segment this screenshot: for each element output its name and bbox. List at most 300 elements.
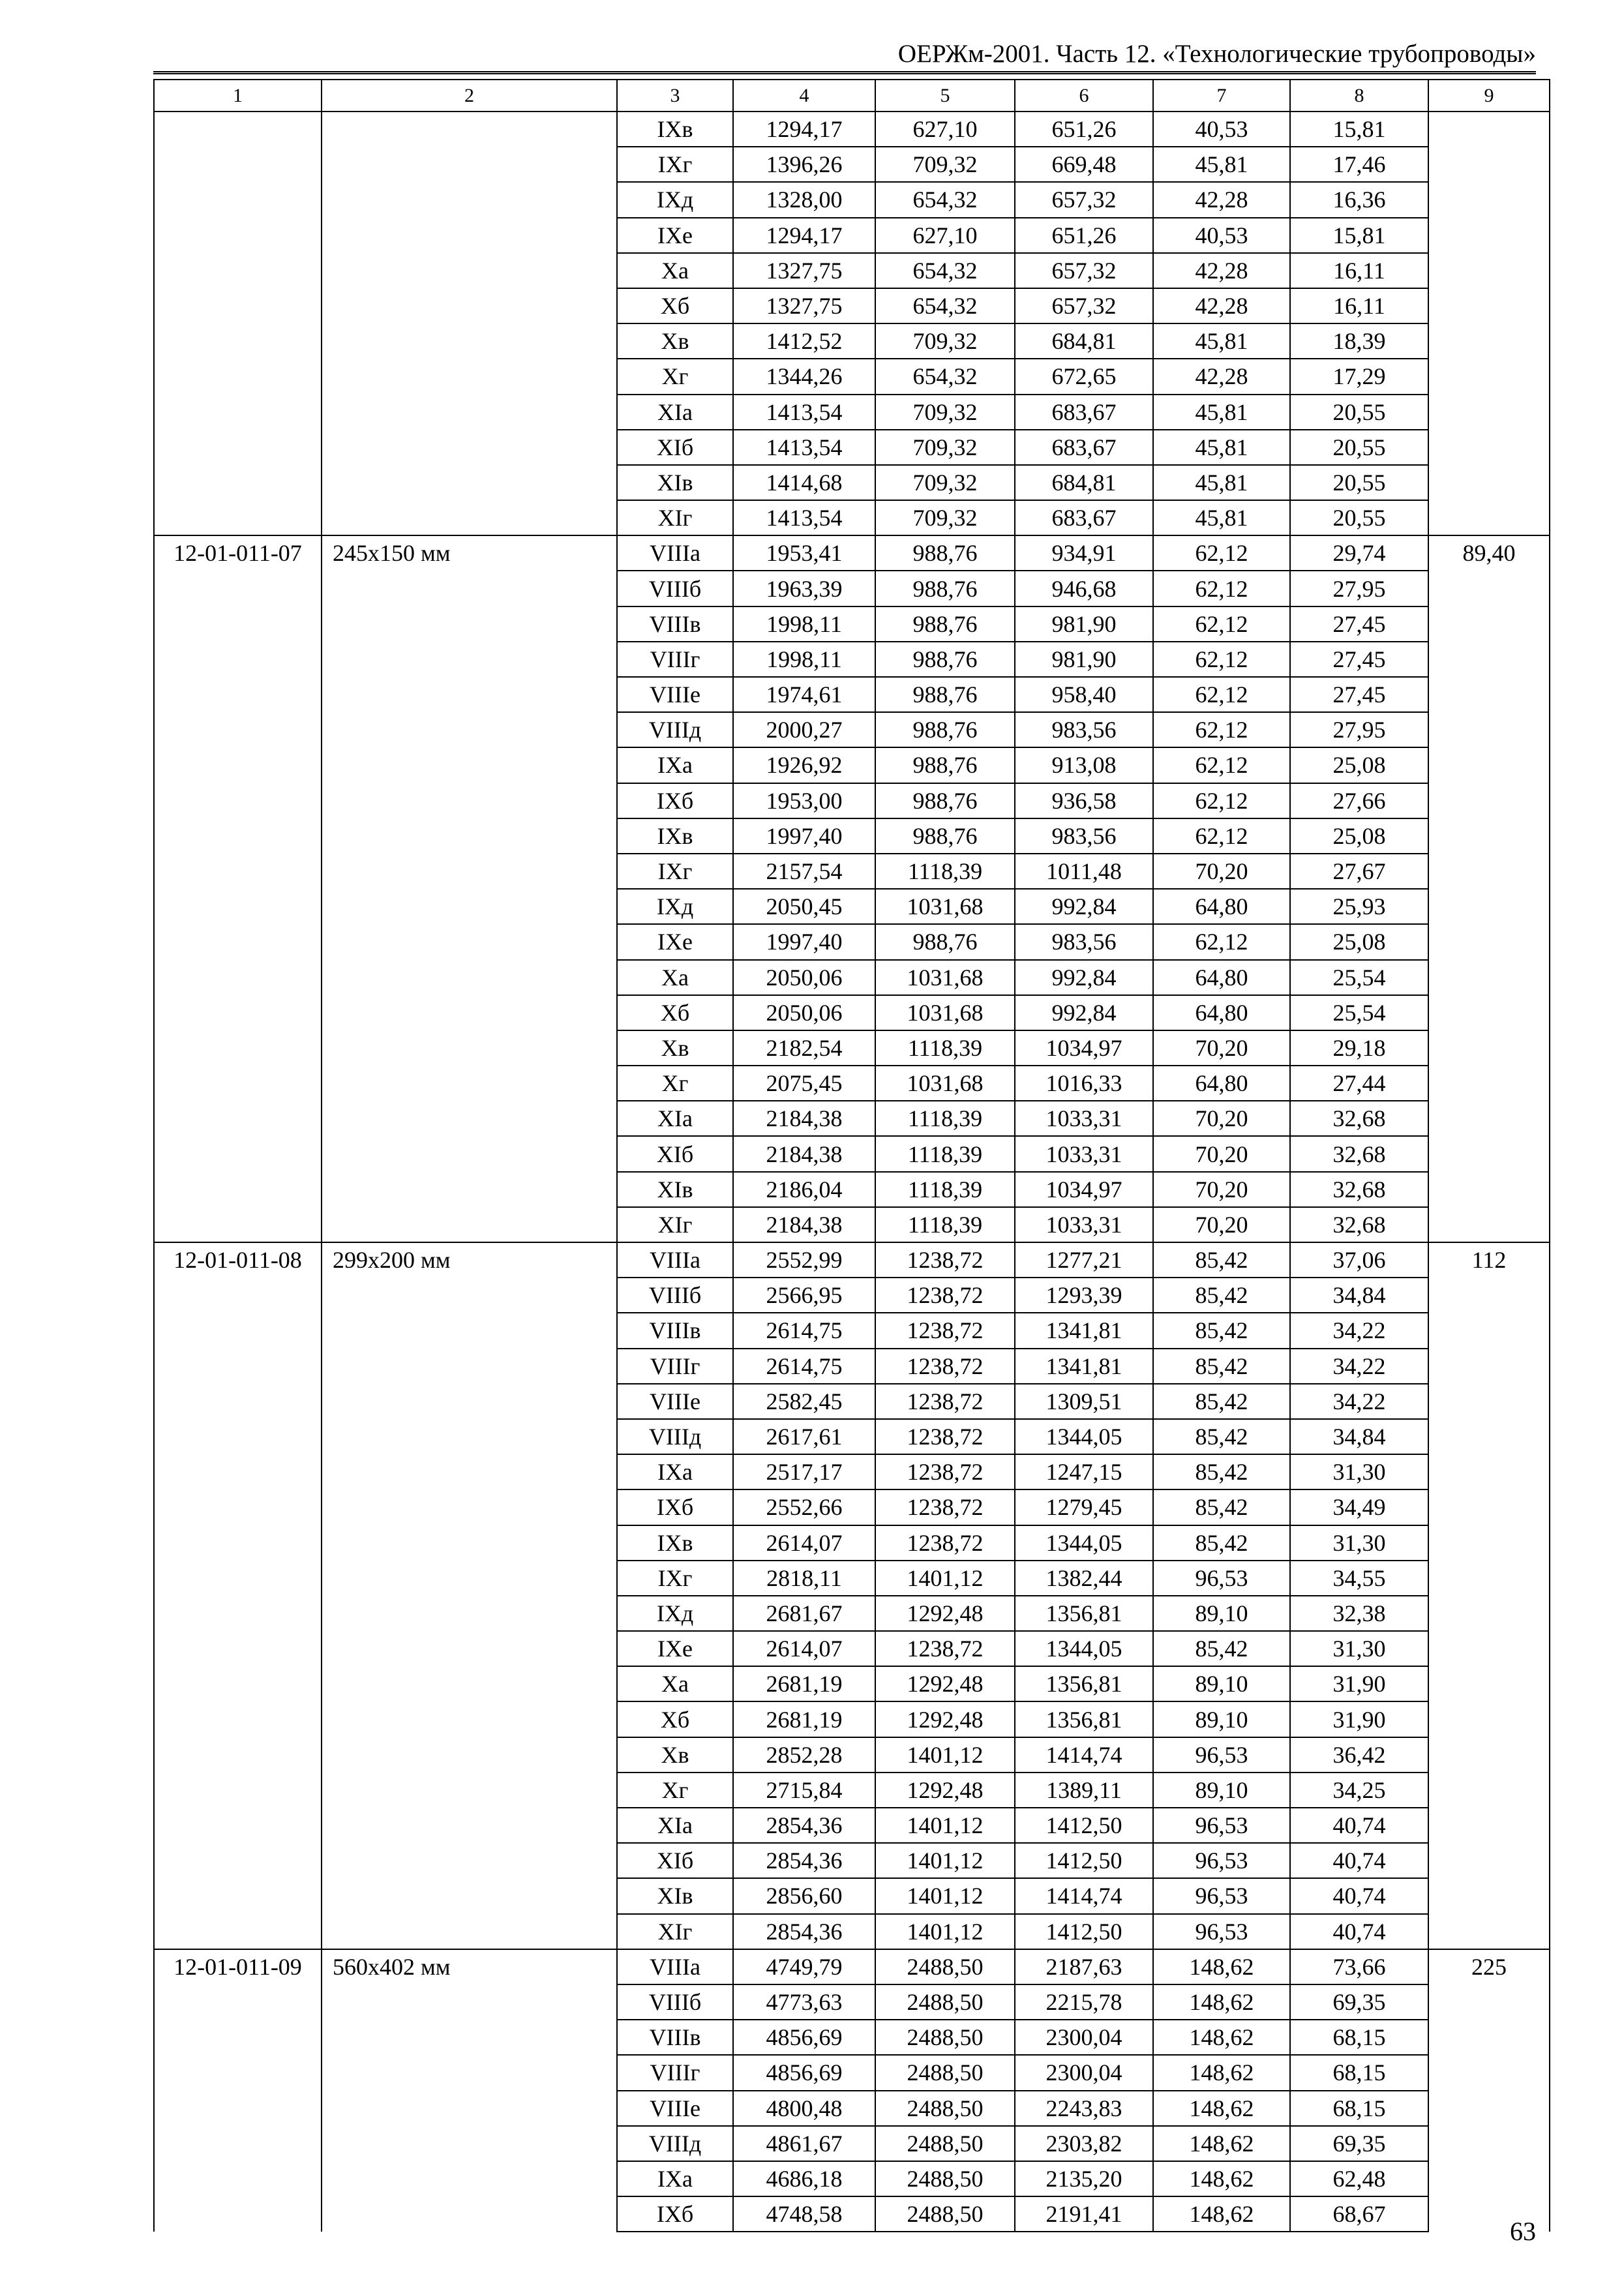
col8-cell: 40,74	[1290, 1914, 1428, 1949]
col8-cell: 62,48	[1290, 2161, 1428, 2196]
col5-cell: 988,76	[875, 677, 1015, 712]
col4-cell: 2184,38	[733, 1136, 875, 1171]
col5-cell: 1401,12	[875, 1561, 1015, 1596]
col6-cell: 2215,78	[1015, 1984, 1153, 2020]
col6-cell: 657,32	[1015, 288, 1153, 323]
col5-cell: 2488,50	[875, 1949, 1015, 1984]
grade-cell: Xв	[617, 323, 733, 359]
col4-cell: 1953,41	[733, 535, 875, 571]
grade-cell: VIIIв	[617, 606, 733, 642]
col6-cell: 983,56	[1015, 712, 1153, 747]
col8-cell: 34,22	[1290, 1384, 1428, 1419]
col6-cell: 1034,97	[1015, 1172, 1153, 1207]
col4-cell: 1327,75	[733, 288, 875, 323]
column-number-1: 1	[154, 80, 322, 112]
col8-cell: 27,95	[1290, 571, 1428, 606]
duct-size-cell: 560x402 мм	[322, 1949, 617, 2232]
col7-cell: 45,81	[1153, 430, 1290, 465]
col8-cell: 16,36	[1290, 182, 1428, 217]
col7-cell: 62,12	[1153, 783, 1290, 818]
col4-cell: 1997,40	[733, 924, 875, 959]
col5-cell: 988,76	[875, 712, 1015, 747]
col5-cell: 1238,72	[875, 1278, 1015, 1313]
grade-cell: VIIIб	[617, 1984, 733, 2020]
col6-cell: 1356,81	[1015, 1596, 1153, 1631]
col4-cell: 1953,00	[733, 783, 875, 818]
col4-cell: 2050,06	[733, 995, 875, 1030]
col7-cell: 148,62	[1153, 1949, 1290, 1984]
col4-cell: 2050,45	[733, 889, 875, 924]
col8-cell: 20,55	[1290, 430, 1428, 465]
col7-cell: 96,53	[1153, 1737, 1290, 1773]
col5-cell: 988,76	[875, 535, 1015, 571]
col4-cell: 2614,75	[733, 1349, 875, 1384]
grade-cell: VIIIе	[617, 1384, 733, 1419]
col4-cell: 2818,11	[733, 1561, 875, 1596]
col7-cell: 42,28	[1153, 359, 1290, 394]
col6-cell: 2187,63	[1015, 1949, 1153, 1984]
col5-cell: 1118,39	[875, 1136, 1015, 1171]
col5-cell: 627,10	[875, 218, 1015, 253]
grade-cell: XIа	[617, 1101, 733, 1136]
col4-cell: 2184,38	[733, 1207, 875, 1242]
col8-cell: 27,45	[1290, 677, 1428, 712]
col5-cell: 709,32	[875, 430, 1015, 465]
col7-cell: 148,62	[1153, 2055, 1290, 2090]
col4-cell: 2182,54	[733, 1030, 875, 1066]
grade-cell: IXг	[617, 1561, 733, 1596]
col5-cell: 1401,12	[875, 1737, 1015, 1773]
col8-cell: 32,68	[1290, 1207, 1428, 1242]
col7-cell: 45,81	[1153, 500, 1290, 535]
col5-cell: 627,10	[875, 112, 1015, 147]
grade-cell: XIб	[617, 1843, 733, 1878]
col5-cell: 1118,39	[875, 1172, 1015, 1207]
col4-cell: 4861,67	[733, 2126, 875, 2161]
col4-cell: 1413,54	[733, 430, 875, 465]
col6-cell: 1344,05	[1015, 1631, 1153, 1666]
col6-cell: 1412,50	[1015, 1843, 1153, 1878]
col8-cell: 31,30	[1290, 1454, 1428, 1489]
col7-cell: 70,20	[1153, 1172, 1290, 1207]
grade-cell: IXе	[617, 1631, 733, 1666]
col7-cell: 45,81	[1153, 323, 1290, 359]
grade-cell: IXд	[617, 182, 733, 217]
col5-cell: 1118,39	[875, 1207, 1015, 1242]
col8-cell: 20,55	[1290, 465, 1428, 500]
grade-cell: XIб	[617, 430, 733, 465]
col7-cell: 85,42	[1153, 1384, 1290, 1419]
col6-cell: 1389,11	[1015, 1773, 1153, 1808]
col7-cell: 70,20	[1153, 854, 1290, 889]
col5-cell: 2488,50	[875, 2126, 1015, 2161]
col8-cell: 25,08	[1290, 818, 1428, 854]
grade-cell: VIIIг	[617, 642, 733, 677]
grade-cell: XIг	[617, 1914, 733, 1949]
page-number: 63	[1510, 2217, 1536, 2246]
col4-cell: 1396,26	[733, 147, 875, 182]
col6-cell: 683,67	[1015, 395, 1153, 430]
col5-cell: 1238,72	[875, 1489, 1015, 1525]
position-code-cell	[154, 112, 322, 535]
col6-cell: 983,56	[1015, 818, 1153, 854]
rates-table	[153, 79, 1550, 2232]
col9-cell	[1428, 112, 1550, 535]
column-number-6: 6	[1015, 80, 1153, 112]
grade-cell: VIIIв	[617, 2020, 733, 2055]
col6-cell: 1382,44	[1015, 1561, 1153, 1596]
col5-cell: 1401,12	[875, 1808, 1015, 1843]
col8-cell: 27,45	[1290, 642, 1428, 677]
col7-cell: 85,42	[1153, 1419, 1290, 1454]
grade-cell: IXа	[617, 2161, 733, 2196]
col5-cell: 709,32	[875, 395, 1015, 430]
column-number-9: 9	[1428, 80, 1550, 112]
col4-cell: 1997,40	[733, 818, 875, 854]
col6-cell: 657,32	[1015, 182, 1153, 217]
col5-cell: 1031,68	[875, 960, 1015, 995]
col7-cell: 62,12	[1153, 571, 1290, 606]
col4-cell: 2552,66	[733, 1489, 875, 1525]
col4-cell: 1412,52	[733, 323, 875, 359]
col8-cell: 34,22	[1290, 1313, 1428, 1348]
col5-cell: 1238,72	[875, 1419, 1015, 1454]
col6-cell: 1344,05	[1015, 1419, 1153, 1454]
grade-cell: XIг	[617, 1207, 733, 1242]
col4-cell: 2186,04	[733, 1172, 875, 1207]
col5-cell: 1118,39	[875, 854, 1015, 889]
col8-cell: 68,15	[1290, 2055, 1428, 2090]
col4-cell: 2856,60	[733, 1878, 875, 1913]
col4-cell: 4686,18	[733, 2161, 875, 2196]
grade-cell: VIIIд	[617, 1419, 733, 1454]
col8-cell: 40,74	[1290, 1808, 1428, 1843]
col7-cell: 85,42	[1153, 1242, 1290, 1278]
grade-cell: Xа	[617, 960, 733, 995]
col8-cell: 25,54	[1290, 960, 1428, 995]
col7-cell: 62,12	[1153, 606, 1290, 642]
col6-cell: 992,84	[1015, 960, 1153, 995]
col6-cell: 1279,45	[1015, 1489, 1153, 1525]
col4-cell: 2157,54	[733, 854, 875, 889]
col8-cell: 27,66	[1290, 783, 1428, 818]
col5-cell: 1401,12	[875, 1914, 1015, 1949]
grade-cell: IXг	[617, 854, 733, 889]
col6-cell: 657,32	[1015, 253, 1153, 288]
col6-cell: 672,65	[1015, 359, 1153, 394]
grade-cell: IXв	[617, 112, 733, 147]
col8-cell: 27,95	[1290, 712, 1428, 747]
col6-cell: 1309,51	[1015, 1384, 1153, 1419]
grade-cell: VIIIб	[617, 1278, 733, 1313]
col5-cell: 709,32	[875, 500, 1015, 535]
col5-cell: 709,32	[875, 465, 1015, 500]
col6-cell: 683,67	[1015, 430, 1153, 465]
col7-cell: 85,42	[1153, 1489, 1290, 1525]
grade-cell: VIIIд	[617, 2126, 733, 2161]
col6-cell: 1293,39	[1015, 1278, 1153, 1313]
col4-cell: 1963,39	[733, 571, 875, 606]
grade-cell: VIIIе	[617, 2091, 733, 2126]
grade-cell: VIIIе	[617, 677, 733, 712]
table-row	[154, 112, 1550, 147]
col4-cell: 2552,99	[733, 1242, 875, 1278]
col5-cell: 1118,39	[875, 1030, 1015, 1066]
col5-cell: 709,32	[875, 323, 1015, 359]
col4-cell: 4800,48	[733, 2091, 875, 2126]
col4-cell: 1414,68	[733, 465, 875, 500]
col5-cell: 2488,50	[875, 2161, 1015, 2196]
col7-cell: 96,53	[1153, 1843, 1290, 1878]
col7-cell: 85,42	[1153, 1349, 1290, 1384]
document-title: ОЕРЖм-2001. Часть 12. «Технологические трубопроводы»	[897, 40, 1536, 68]
col8-cell: 29,74	[1290, 535, 1428, 571]
col6-cell: 1247,15	[1015, 1454, 1153, 1489]
grade-cell: Xб	[617, 995, 733, 1030]
col6-cell: 936,58	[1015, 783, 1153, 818]
col4-cell: 2614,07	[733, 1525, 875, 1561]
col4-cell: 4773,63	[733, 1984, 875, 2020]
col6-cell: 1033,31	[1015, 1207, 1153, 1242]
col8-cell: 31,30	[1290, 1525, 1428, 1561]
col7-cell: 85,42	[1153, 1454, 1290, 1489]
col5-cell: 654,32	[875, 182, 1015, 217]
col4-cell: 4856,69	[733, 2020, 875, 2055]
col7-cell: 70,20	[1153, 1207, 1290, 1242]
grade-cell: Xв	[617, 1737, 733, 1773]
col5-cell: 1031,68	[875, 1066, 1015, 1101]
col7-cell: 148,62	[1153, 2161, 1290, 2196]
col8-cell: 31,90	[1290, 1666, 1428, 1701]
col6-cell: 1277,21	[1015, 1242, 1153, 1278]
col8-cell: 15,81	[1290, 112, 1428, 147]
column-number-row	[154, 80, 1550, 112]
col8-cell: 34,25	[1290, 1773, 1428, 1808]
col6-cell: 1033,31	[1015, 1101, 1153, 1136]
col7-cell: 85,42	[1153, 1278, 1290, 1313]
col7-cell: 64,80	[1153, 960, 1290, 995]
grade-cell: IXв	[617, 818, 733, 854]
col4-cell: 1327,75	[733, 253, 875, 288]
column-number-5: 5	[875, 80, 1015, 112]
col8-cell: 68,15	[1290, 2020, 1428, 2055]
duct-size-cell	[322, 112, 617, 535]
col8-cell: 20,55	[1290, 395, 1428, 430]
col4-cell: 2854,36	[733, 1914, 875, 1949]
col6-cell: 913,08	[1015, 747, 1153, 783]
col5-cell: 654,32	[875, 253, 1015, 288]
col5-cell: 1118,39	[875, 1101, 1015, 1136]
col8-cell: 27,45	[1290, 606, 1428, 642]
grade-cell: VIIIв	[617, 1313, 733, 1348]
col4-cell: 2681,19	[733, 1701, 875, 1737]
grade-cell: XIв	[617, 465, 733, 500]
col6-cell: 1344,05	[1015, 1525, 1153, 1561]
position-code-cell: 12-01-011-09	[154, 1949, 322, 2232]
table-row	[154, 1242, 1550, 1278]
col7-cell: 148,62	[1153, 1984, 1290, 2020]
col6-cell: 683,67	[1015, 500, 1153, 535]
col8-cell: 31,90	[1290, 1701, 1428, 1737]
col6-cell: 2300,04	[1015, 2020, 1153, 2055]
col5-cell: 1238,72	[875, 1313, 1015, 1348]
col8-cell: 32,68	[1290, 1172, 1428, 1207]
col4-cell: 1413,54	[733, 395, 875, 430]
col6-cell: 669,48	[1015, 147, 1153, 182]
col9-cell: 112	[1428, 1242, 1550, 1949]
col7-cell: 62,12	[1153, 818, 1290, 854]
col7-cell: 96,53	[1153, 1561, 1290, 1596]
col7-cell: 62,12	[1153, 747, 1290, 783]
col7-cell: 62,12	[1153, 924, 1290, 959]
column-number-7: 7	[1153, 80, 1290, 112]
col4-cell: 1344,26	[733, 359, 875, 394]
col4-cell: 2854,36	[733, 1843, 875, 1878]
grade-cell: IXе	[617, 218, 733, 253]
col4-cell: 2517,17	[733, 1454, 875, 1489]
col7-cell: 89,10	[1153, 1596, 1290, 1631]
grade-cell: IXа	[617, 1454, 733, 1489]
col4-cell: 1328,00	[733, 182, 875, 217]
col5-cell: 1238,72	[875, 1349, 1015, 1384]
col5-cell: 1401,12	[875, 1878, 1015, 1913]
col7-cell: 89,10	[1153, 1666, 1290, 1701]
col4-cell: 2854,36	[733, 1808, 875, 1843]
col6-cell: 1356,81	[1015, 1701, 1153, 1737]
col5-cell: 654,32	[875, 359, 1015, 394]
col5-cell: 1401,12	[875, 1843, 1015, 1878]
col4-cell: 1998,11	[733, 606, 875, 642]
col5-cell: 1031,68	[875, 889, 1015, 924]
col6-cell: 946,68	[1015, 571, 1153, 606]
col4-cell: 2715,84	[733, 1773, 875, 1808]
col4-cell: 1294,17	[733, 218, 875, 253]
grade-cell: Xа	[617, 253, 733, 288]
col6-cell: 1412,50	[1015, 1808, 1153, 1843]
col7-cell: 62,12	[1153, 677, 1290, 712]
col8-cell: 25,93	[1290, 889, 1428, 924]
col4-cell: 4856,69	[733, 2055, 875, 2090]
col7-cell: 89,10	[1153, 1701, 1290, 1737]
col7-cell: 45,81	[1153, 465, 1290, 500]
table-row	[154, 535, 1550, 571]
col4-cell: 2614,75	[733, 1313, 875, 1348]
grade-cell: IXг	[617, 147, 733, 182]
col8-cell: 69,35	[1290, 2126, 1428, 2161]
col5-cell: 988,76	[875, 818, 1015, 854]
column-number-2: 2	[322, 80, 617, 112]
grade-cell: IXд	[617, 1596, 733, 1631]
col4-cell: 4749,79	[733, 1949, 875, 1984]
col6-cell: 2191,41	[1015, 2196, 1153, 2232]
col6-cell: 992,84	[1015, 995, 1153, 1030]
grade-cell: IXд	[617, 889, 733, 924]
col8-cell: 37,06	[1290, 1242, 1428, 1278]
col8-cell: 34,55	[1290, 1561, 1428, 1596]
header-double-rule	[153, 71, 1536, 74]
col6-cell: 934,91	[1015, 535, 1153, 571]
table-row	[154, 1949, 1550, 1984]
col4-cell: 1998,11	[733, 642, 875, 677]
grade-cell: VIIIа	[617, 1242, 733, 1278]
col5-cell: 1238,72	[875, 1631, 1015, 1666]
col4-cell: 2050,06	[733, 960, 875, 995]
grade-cell: Xг	[617, 359, 733, 394]
col4-cell: 2681,67	[733, 1596, 875, 1631]
col4-cell: 2000,27	[733, 712, 875, 747]
col8-cell: 25,08	[1290, 924, 1428, 959]
col8-cell: 17,46	[1290, 147, 1428, 182]
col8-cell: 68,15	[1290, 2091, 1428, 2126]
col8-cell: 32,68	[1290, 1101, 1428, 1136]
col5-cell: 2488,50	[875, 1984, 1015, 2020]
col8-cell: 31,30	[1290, 1631, 1428, 1666]
col8-cell: 36,42	[1290, 1737, 1428, 1773]
col8-cell: 40,74	[1290, 1878, 1428, 1913]
col5-cell: 1292,48	[875, 1701, 1015, 1737]
col5-cell: 2488,50	[875, 2055, 1015, 2090]
col7-cell: 85,42	[1153, 1525, 1290, 1561]
col5-cell: 988,76	[875, 924, 1015, 959]
col7-cell: 45,81	[1153, 395, 1290, 430]
col6-cell: 992,84	[1015, 889, 1153, 924]
col8-cell: 20,55	[1290, 500, 1428, 535]
col6-cell: 983,56	[1015, 924, 1153, 959]
grade-cell: XIв	[617, 1172, 733, 1207]
col6-cell: 1356,81	[1015, 1666, 1153, 1701]
grade-cell: Xг	[617, 1066, 733, 1101]
col6-cell: 958,40	[1015, 677, 1153, 712]
grade-cell: Xг	[617, 1773, 733, 1808]
col7-cell: 62,12	[1153, 535, 1290, 571]
position-code-cell: 12-01-011-08	[154, 1242, 322, 1949]
col8-cell: 40,74	[1290, 1843, 1428, 1878]
col4-cell: 2681,19	[733, 1666, 875, 1701]
grade-cell: IXе	[617, 924, 733, 959]
col8-cell: 25,08	[1290, 747, 1428, 783]
col6-cell: 684,81	[1015, 323, 1153, 359]
col6-cell: 2303,82	[1015, 2126, 1153, 2161]
col7-cell: 70,20	[1153, 1101, 1290, 1136]
col7-cell: 42,28	[1153, 182, 1290, 217]
col5-cell: 988,76	[875, 606, 1015, 642]
col5-cell: 2488,50	[875, 2196, 1015, 2232]
col8-cell: 29,18	[1290, 1030, 1428, 1066]
col4-cell: 1974,61	[733, 677, 875, 712]
col6-cell: 1341,81	[1015, 1313, 1153, 1348]
col7-cell: 148,62	[1153, 2091, 1290, 2126]
column-number-3: 3	[617, 80, 733, 112]
col8-cell: 32,38	[1290, 1596, 1428, 1631]
col7-cell: 70,20	[1153, 1030, 1290, 1066]
col8-cell: 34,84	[1290, 1419, 1428, 1454]
col7-cell: 42,28	[1153, 288, 1290, 323]
col7-cell: 96,53	[1153, 1914, 1290, 1949]
grade-cell: VIIIг	[617, 1349, 733, 1384]
col7-cell: 96,53	[1153, 1878, 1290, 1913]
col9-cell: 225	[1428, 1949, 1550, 2232]
col5-cell: 1292,48	[875, 1596, 1015, 1631]
col7-cell: 64,80	[1153, 889, 1290, 924]
col7-cell: 64,80	[1153, 995, 1290, 1030]
grade-cell: IXб	[617, 2196, 733, 2232]
grade-cell: XIа	[617, 395, 733, 430]
col5-cell: 988,76	[875, 747, 1015, 783]
col6-cell: 1414,74	[1015, 1878, 1153, 1913]
col7-cell: 64,80	[1153, 1066, 1290, 1101]
grade-cell: Xа	[617, 1666, 733, 1701]
col8-cell: 34,22	[1290, 1349, 1428, 1384]
